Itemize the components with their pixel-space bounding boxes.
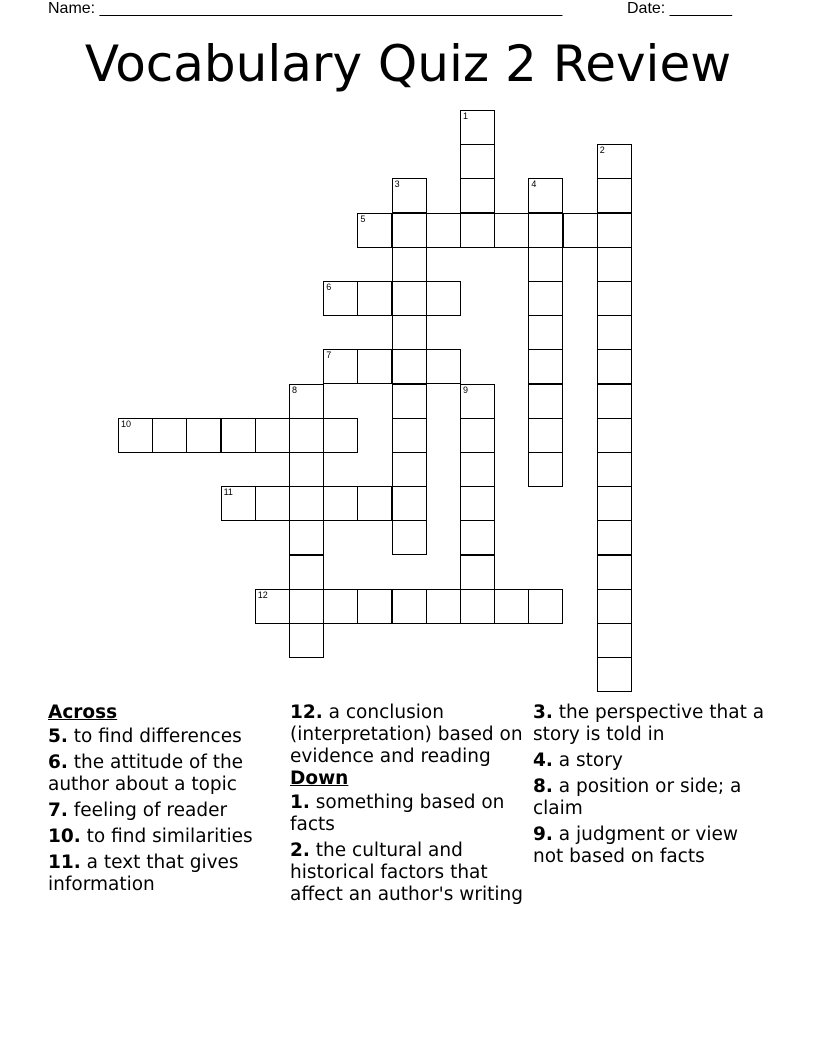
clues-column-1 [48, 702, 280, 896]
clue-number: 8. [533, 776, 553, 797]
across-heading: Across [48, 702, 118, 723]
crossword-cell[interactable] [289, 589, 324, 624]
crossword-cell[interactable] [597, 315, 632, 350]
crossword-cell[interactable] [597, 144, 632, 179]
clue-list-col1 [48, 726, 280, 896]
crossword-cell[interactable] [528, 349, 563, 384]
crossword-cell[interactable] [323, 418, 358, 453]
cell-number: 5 [360, 213, 366, 224]
clue-item [48, 752, 280, 796]
crossword-cell[interactable] [323, 349, 358, 384]
crossword-cell[interactable] [460, 589, 495, 624]
crossword-cell[interactable] [426, 281, 461, 316]
crossword-cell[interactable] [392, 452, 427, 487]
crossword-cell[interactable] [460, 213, 495, 248]
clue-number: 7. [48, 800, 68, 821]
crossword-cell[interactable] [460, 418, 495, 453]
page-title: Vocabulary Quiz 2 Review [84, 35, 732, 93]
crossword-cell[interactable] [357, 281, 392, 316]
crossword-cell[interactable] [460, 486, 495, 521]
crossword-cell[interactable] [392, 178, 427, 213]
crossword-cell[interactable] [528, 384, 563, 419]
crossword-cell[interactable] [597, 418, 632, 453]
clue-item [533, 702, 773, 746]
crossword-cell[interactable] [152, 418, 187, 453]
crossword-cell[interactable] [563, 213, 598, 248]
clue-text: a position or side; a claim [533, 776, 742, 819]
crossword-cell[interactable] [460, 520, 495, 555]
crossword-cell[interactable] [392, 281, 427, 316]
crossword-cell[interactable] [255, 589, 290, 624]
clue-list-col2-top [290, 702, 525, 768]
crossword-cell[interactable] [597, 384, 632, 419]
clue-item [48, 826, 280, 848]
clue-item [290, 702, 525, 768]
crossword-cell[interactable] [426, 213, 461, 248]
crossword-cell[interactable] [460, 452, 495, 487]
clue-number: 2. [290, 840, 310, 861]
crossword-cell[interactable] [597, 213, 632, 248]
header [48, 0, 748, 20]
crossword-cell[interactable] [357, 589, 392, 624]
crossword-cell[interactable] [255, 486, 290, 521]
crossword-cell[interactable] [289, 520, 324, 555]
clue-number: 10. [48, 826, 81, 847]
crossword-cell[interactable] [323, 281, 358, 316]
crossword-cell[interactable] [289, 555, 324, 590]
crossword-cell[interactable] [597, 452, 632, 487]
clue-number: 9. [533, 824, 553, 845]
cell-number: 3 [394, 179, 400, 190]
crossword-cell[interactable] [289, 418, 324, 453]
crossword-cell[interactable] [460, 144, 495, 179]
clue-number: 1. [290, 792, 310, 813]
clue-number: 4. [533, 750, 553, 771]
crossword-cell[interactable] [426, 349, 461, 384]
clue-text: feeling of reader [67, 800, 228, 821]
crossword-cell[interactable] [289, 486, 324, 521]
name-field-label: Name: ____________________________________________________ [48, 0, 563, 17]
crossword-cell[interactable] [597, 247, 632, 282]
clue-item [533, 776, 773, 820]
clue-item [290, 792, 525, 836]
clue-text: something based on facts [290, 792, 505, 835]
cell-number: 2 [599, 145, 605, 156]
crossword-cell[interactable] [289, 452, 324, 487]
cell-number: 1 [463, 111, 469, 121]
crossword-cell[interactable] [357, 213, 392, 248]
crossword-cell[interactable] [597, 486, 632, 521]
crossword-cell[interactable] [392, 384, 427, 419]
cell-number: 8 [292, 384, 298, 395]
cell-number: 11 [223, 487, 233, 498]
crossword-cell[interactable] [118, 418, 153, 453]
clue-item [48, 726, 280, 748]
crossword-cell[interactable] [494, 213, 529, 248]
clues-column-3 [533, 702, 773, 868]
cell-number: 7 [326, 350, 332, 361]
clue-list-col3 [533, 702, 773, 868]
crossword-cell[interactable] [494, 589, 529, 624]
down-heading: Down [290, 768, 349, 789]
clue-number: 12. [290, 702, 323, 723]
crossword-cell[interactable] [186, 418, 221, 453]
date-field-label: Date: _______ [627, 0, 732, 17]
clue-text: the attitude of the author about a topic [48, 752, 244, 795]
crossword-cell[interactable] [460, 555, 495, 590]
clue-text: a text that gives information [48, 852, 239, 895]
clue-number: 5. [48, 726, 68, 747]
crossword-cell[interactable] [528, 452, 563, 487]
crossword-cell[interactable] [597, 657, 632, 692]
clue-item [290, 840, 525, 906]
crossword-cell[interactable] [392, 589, 427, 624]
cell-number: 4 [531, 179, 537, 190]
clue-text: a conclusion (interpretation) based on evidence and reading [290, 702, 523, 767]
crossword-cell[interactable] [597, 555, 632, 590]
clue-item [533, 750, 773, 772]
cell-number: 9 [463, 384, 469, 395]
clue-text: a story [552, 750, 623, 771]
crossword-cell[interactable] [357, 349, 392, 384]
crossword-cell[interactable] [597, 520, 632, 555]
crossword-cell[interactable] [392, 520, 427, 555]
crossword-cell[interactable] [392, 349, 427, 384]
crossword-cell[interactable] [426, 589, 461, 624]
clue-text: to find similarities [80, 826, 253, 847]
clues-column-2 [290, 702, 525, 906]
crossword-cell[interactable] [392, 247, 427, 282]
crossword-cell[interactable] [392, 486, 427, 521]
crossword-cell[interactable] [528, 315, 563, 350]
crossword-cell[interactable] [597, 281, 632, 316]
crossword-cell[interactable] [528, 281, 563, 316]
clue-item [48, 800, 280, 822]
crossword-cell[interactable] [460, 178, 495, 213]
crossword-cell[interactable] [323, 589, 358, 624]
clue-number: 11. [48, 852, 81, 873]
crossword-cell[interactable] [392, 315, 427, 350]
clue-number: 3. [533, 702, 553, 723]
clue-text: the cultural and historical factors that affect an author's writing [290, 840, 524, 905]
clue-item [533, 824, 773, 868]
crossword-cell[interactable] [357, 486, 392, 521]
crossword-cell[interactable] [528, 418, 563, 453]
clue-item [48, 852, 280, 896]
crossword-cell[interactable] [221, 486, 256, 521]
clue-list-col2-bottom [290, 792, 525, 906]
crossword-cell[interactable] [460, 384, 495, 419]
crossword-cell[interactable] [323, 486, 358, 521]
crossword-cell[interactable] [460, 110, 495, 145]
clue-number: 6. [48, 752, 68, 773]
crossword-cell[interactable] [597, 178, 632, 213]
crossword-cell[interactable] [528, 247, 563, 282]
cell-number: 10 [121, 418, 132, 429]
crossword-cell[interactable] [597, 349, 632, 384]
crossword-cell[interactable] [255, 418, 290, 453]
clue-text: to find differences [67, 726, 242, 747]
crossword-cell[interactable] [528, 589, 563, 624]
crossword-cell[interactable] [528, 213, 563, 248]
crossword-cell[interactable] [221, 418, 256, 453]
cell-number: 6 [326, 282, 332, 292]
crossword-cell[interactable] [597, 623, 632, 658]
cell-number: 12 [257, 589, 268, 600]
clue-text: a judgment or view not based on facts [533, 824, 739, 867]
clue-text: the perspective that a story is told in [533, 702, 765, 745]
crossword-cell[interactable] [597, 589, 632, 624]
crossword-cell[interactable] [289, 384, 324, 419]
crossword-cell[interactable] [392, 213, 427, 248]
crossword-cell[interactable] [392, 418, 427, 453]
crossword-cell[interactable] [528, 178, 563, 213]
crossword-cell[interactable] [289, 623, 324, 658]
